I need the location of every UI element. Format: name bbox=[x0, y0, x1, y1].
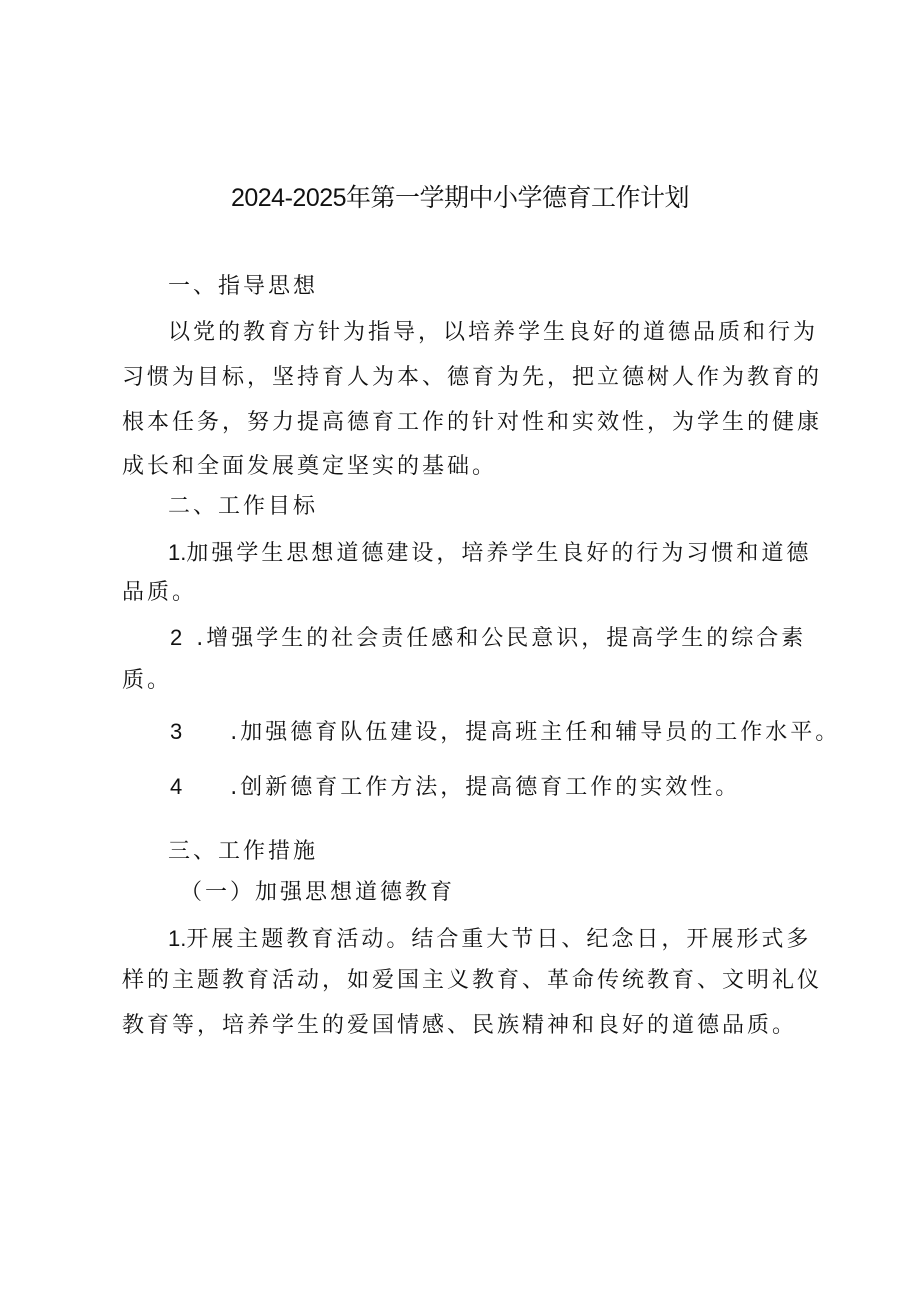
measure-item-text: 开展主题教育活动。结合重大节日、纪念日，开展形式多 bbox=[186, 927, 812, 952]
goal-item-text: .创新德育工作方法，提高德育工作的实效性。 bbox=[230, 775, 741, 800]
goal-item-2-continuation: 质。 bbox=[122, 668, 173, 693]
goal-item-number: 3 bbox=[170, 719, 183, 744]
paragraph-line: 以党的教育方针为指导，以培养学生良好的道德品质和行为 bbox=[168, 320, 819, 345]
measure-item-number: 1. bbox=[168, 926, 187, 951]
paragraph-line: 习惯为目标，坚持育人为本、德育为先，把立德树人作为教育的 bbox=[122, 365, 823, 390]
goal-item-text: .增强学生的社会责任感和公民意识，提高学生的综合素 bbox=[196, 626, 807, 651]
subsection-heading: （一）加强思想道德教育 bbox=[180, 880, 456, 905]
goal-item-number: 2 bbox=[170, 625, 183, 650]
paragraph-line: 根本任务，努力提高德育工作的针对性和实效性，为学生的健康 bbox=[122, 410, 823, 435]
goal-item-4 bbox=[170, 772, 740, 803]
measure-item-1 bbox=[168, 924, 811, 955]
paragraph-line: 成长和全面发展奠定坚实的基础。 bbox=[122, 454, 498, 479]
goal-item-1 bbox=[168, 538, 811, 569]
paragraph-line: 教育等，培养学生的爱国情感、民族精神和良好的道德品质。 bbox=[122, 1013, 798, 1038]
goal-item-2 bbox=[170, 623, 806, 654]
goal-item-number: 4 bbox=[170, 774, 183, 799]
section-heading-work-measures: 三、工作措施 bbox=[168, 839, 319, 864]
section-heading-guiding-ideology: 一、指导思想 bbox=[168, 274, 319, 299]
goal-item-number: 1. bbox=[168, 540, 187, 565]
section-heading-work-goals: 二、工作目标 bbox=[168, 494, 319, 519]
goal-item-text: .加强德育队伍建设，提高班主任和辅导员的工作水平。 bbox=[230, 720, 841, 745]
paragraph-line: 样的主题教育活动，如爱国主义教育、革命传统教育、文明礼仪 bbox=[122, 968, 823, 993]
goal-item-3 bbox=[170, 717, 840, 748]
document-title: 2024-2025年第一学期中小学德育工作计划 bbox=[230, 184, 690, 212]
goal-item-text: 加强学生思想道德建设，培养学生良好的行为习惯和道德 bbox=[186, 541, 812, 566]
goal-item-1-continuation: 品质。 bbox=[122, 580, 198, 605]
